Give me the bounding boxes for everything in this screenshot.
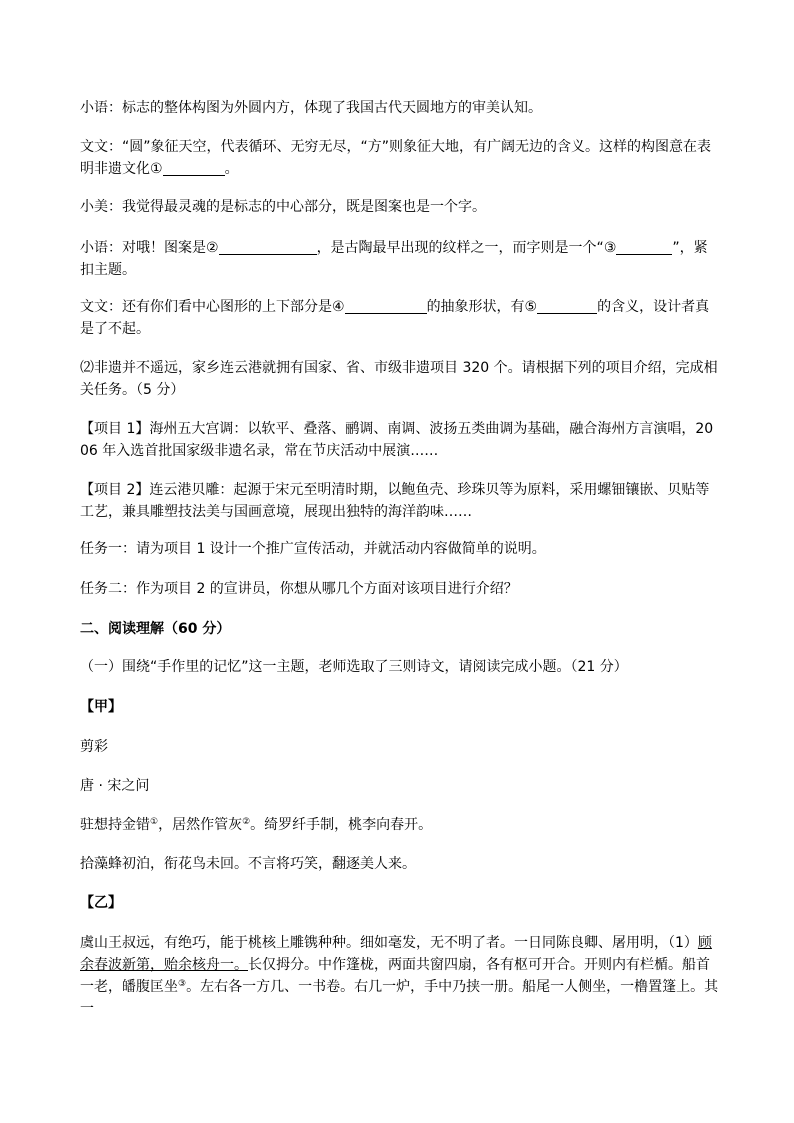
text: 文文：还有你们看中心图形的上下部分是④	[80, 299, 345, 315]
answer-blank-4[interactable]	[345, 299, 427, 314]
text: ⑵非遗并不遥远，家乡连云港就拥有国家、省、市级非遗项目 320 个。请根据下列的项目介绍，完成相关任务。（5 分）	[80, 360, 718, 398]
text: 任务二：作为项目 2 的宣讲员，你想从哪几个方面对该项目进行介绍？	[80, 581, 518, 597]
text: 【乙】	[80, 895, 122, 911]
dialogue-line-wenwen-2	[80, 296, 720, 340]
dialogue-line-xiaoyu-2	[80, 237, 720, 281]
footnote-marker[interactable]: ②	[242, 817, 251, 827]
project-1	[80, 418, 720, 462]
footnote-marker[interactable]: ③	[178, 979, 187, 989]
text: 小语：标志的整体构图为外圆内方，体现了我国古代天圆地方的审美认知。	[80, 100, 542, 116]
answer-blank-1[interactable]	[163, 161, 225, 176]
text: 【项目 1】海州五大宫调：以软平、叠落、鹂调、南调、波扬五类曲调为基础，融合海州方言演唱，2006 年入选首批国家级非遗名录，常在节庆活动中展演……	[80, 421, 714, 459]
poem-author	[80, 775, 720, 797]
answer-blank-3[interactable]	[616, 240, 672, 255]
dialogue-line-wenwen-1	[80, 136, 720, 180]
text: 剪彩	[80, 739, 108, 755]
text: 拾藻蜂初泊，衔花鸟未回。不言将巧笑，翻逐美人来。	[80, 856, 416, 872]
text: 小语：对哦！图案是②	[80, 240, 219, 256]
section-heading	[80, 618, 720, 640]
text: 小美：我觉得最灵魂的是标志的中心部分，既是图案也是一个字。	[80, 199, 486, 215]
dialogue-line-xiaomei	[80, 196, 720, 218]
text: 唐 · 宋之问	[80, 778, 150, 794]
underlined-sentence: 顾余春波新第，贻余核舟一。	[80, 935, 712, 973]
text: 的含义，设计者真是了不起。	[80, 299, 710, 337]
poem-line-1	[80, 814, 720, 836]
text: 。绮罗纤手制，桃李向春开。	[250, 817, 433, 833]
text: （一）围绕“手作里的记忆”这一主题，老师选取了三则诗文，请阅读完成小题。（21 分）	[80, 659, 628, 675]
footnote-marker[interactable]: ①	[150, 817, 159, 827]
answer-blank-2[interactable]	[219, 240, 317, 255]
text: 二、阅读理解（60 分）	[80, 621, 231, 637]
poem-line-2	[80, 853, 720, 875]
text: 【项目 2】连云港贝雕：起源于宋元至明清时期，以鲍鱼壳、珍珠贝等为原料，采用螺钿镶嵌、贝贴等工艺，兼具雕塑技法美与国画意境，展现出独特的海洋韵味……	[80, 482, 710, 520]
part-1-intro	[80, 656, 720, 678]
answer-blank-5[interactable]	[537, 299, 597, 314]
text: ，居然作管灰	[158, 817, 243, 833]
text: 长仅拇分。中作篷栊，两面共窗四扇，各有枢可开合。开则内有栏楯。船首一老，皤腹匡坐	[80, 957, 710, 995]
text: 虞山王叔远，有绝巧，能于桃核上雕镌种种。细如毫发，无不明了者。一日同陈良卿、屠用明，（1）	[80, 935, 698, 951]
label-yi	[80, 892, 720, 914]
text: 【甲】	[80, 699, 122, 715]
text: 任务一：请为项目 1 设计一个推广宣传活动，并就活动内容做简单的说明。	[80, 541, 546, 557]
text: 文文：“圆”象征天空，代表循环、无穷无尽，“方”则象征大地，有广阔无边的含义。这样的构图意在表明非遗文化①	[80, 139, 712, 177]
dialogue-line-xiaoyu-1	[80, 97, 720, 119]
text: 驻想持金错	[80, 817, 150, 833]
question-2-intro	[80, 357, 720, 401]
task-2	[80, 578, 720, 600]
text: 。左右各一方几、一书卷。右几一炉，手中乃挟一册。船尾一人侧坐，一橹置篷上。其一	[80, 979, 719, 1017]
text: ”，紧扣主题。	[80, 240, 708, 278]
poem-title	[80, 736, 720, 758]
project-2	[80, 479, 720, 523]
text: 的抽象形状，有⑤	[426, 299, 538, 315]
prose-yi	[80, 932, 720, 1020]
text: ，是古陶最早出现的纹样之一，而字则是一个“③	[316, 240, 617, 256]
label-jia	[80, 696, 720, 718]
text: 。	[224, 161, 239, 177]
task-1	[80, 538, 720, 560]
